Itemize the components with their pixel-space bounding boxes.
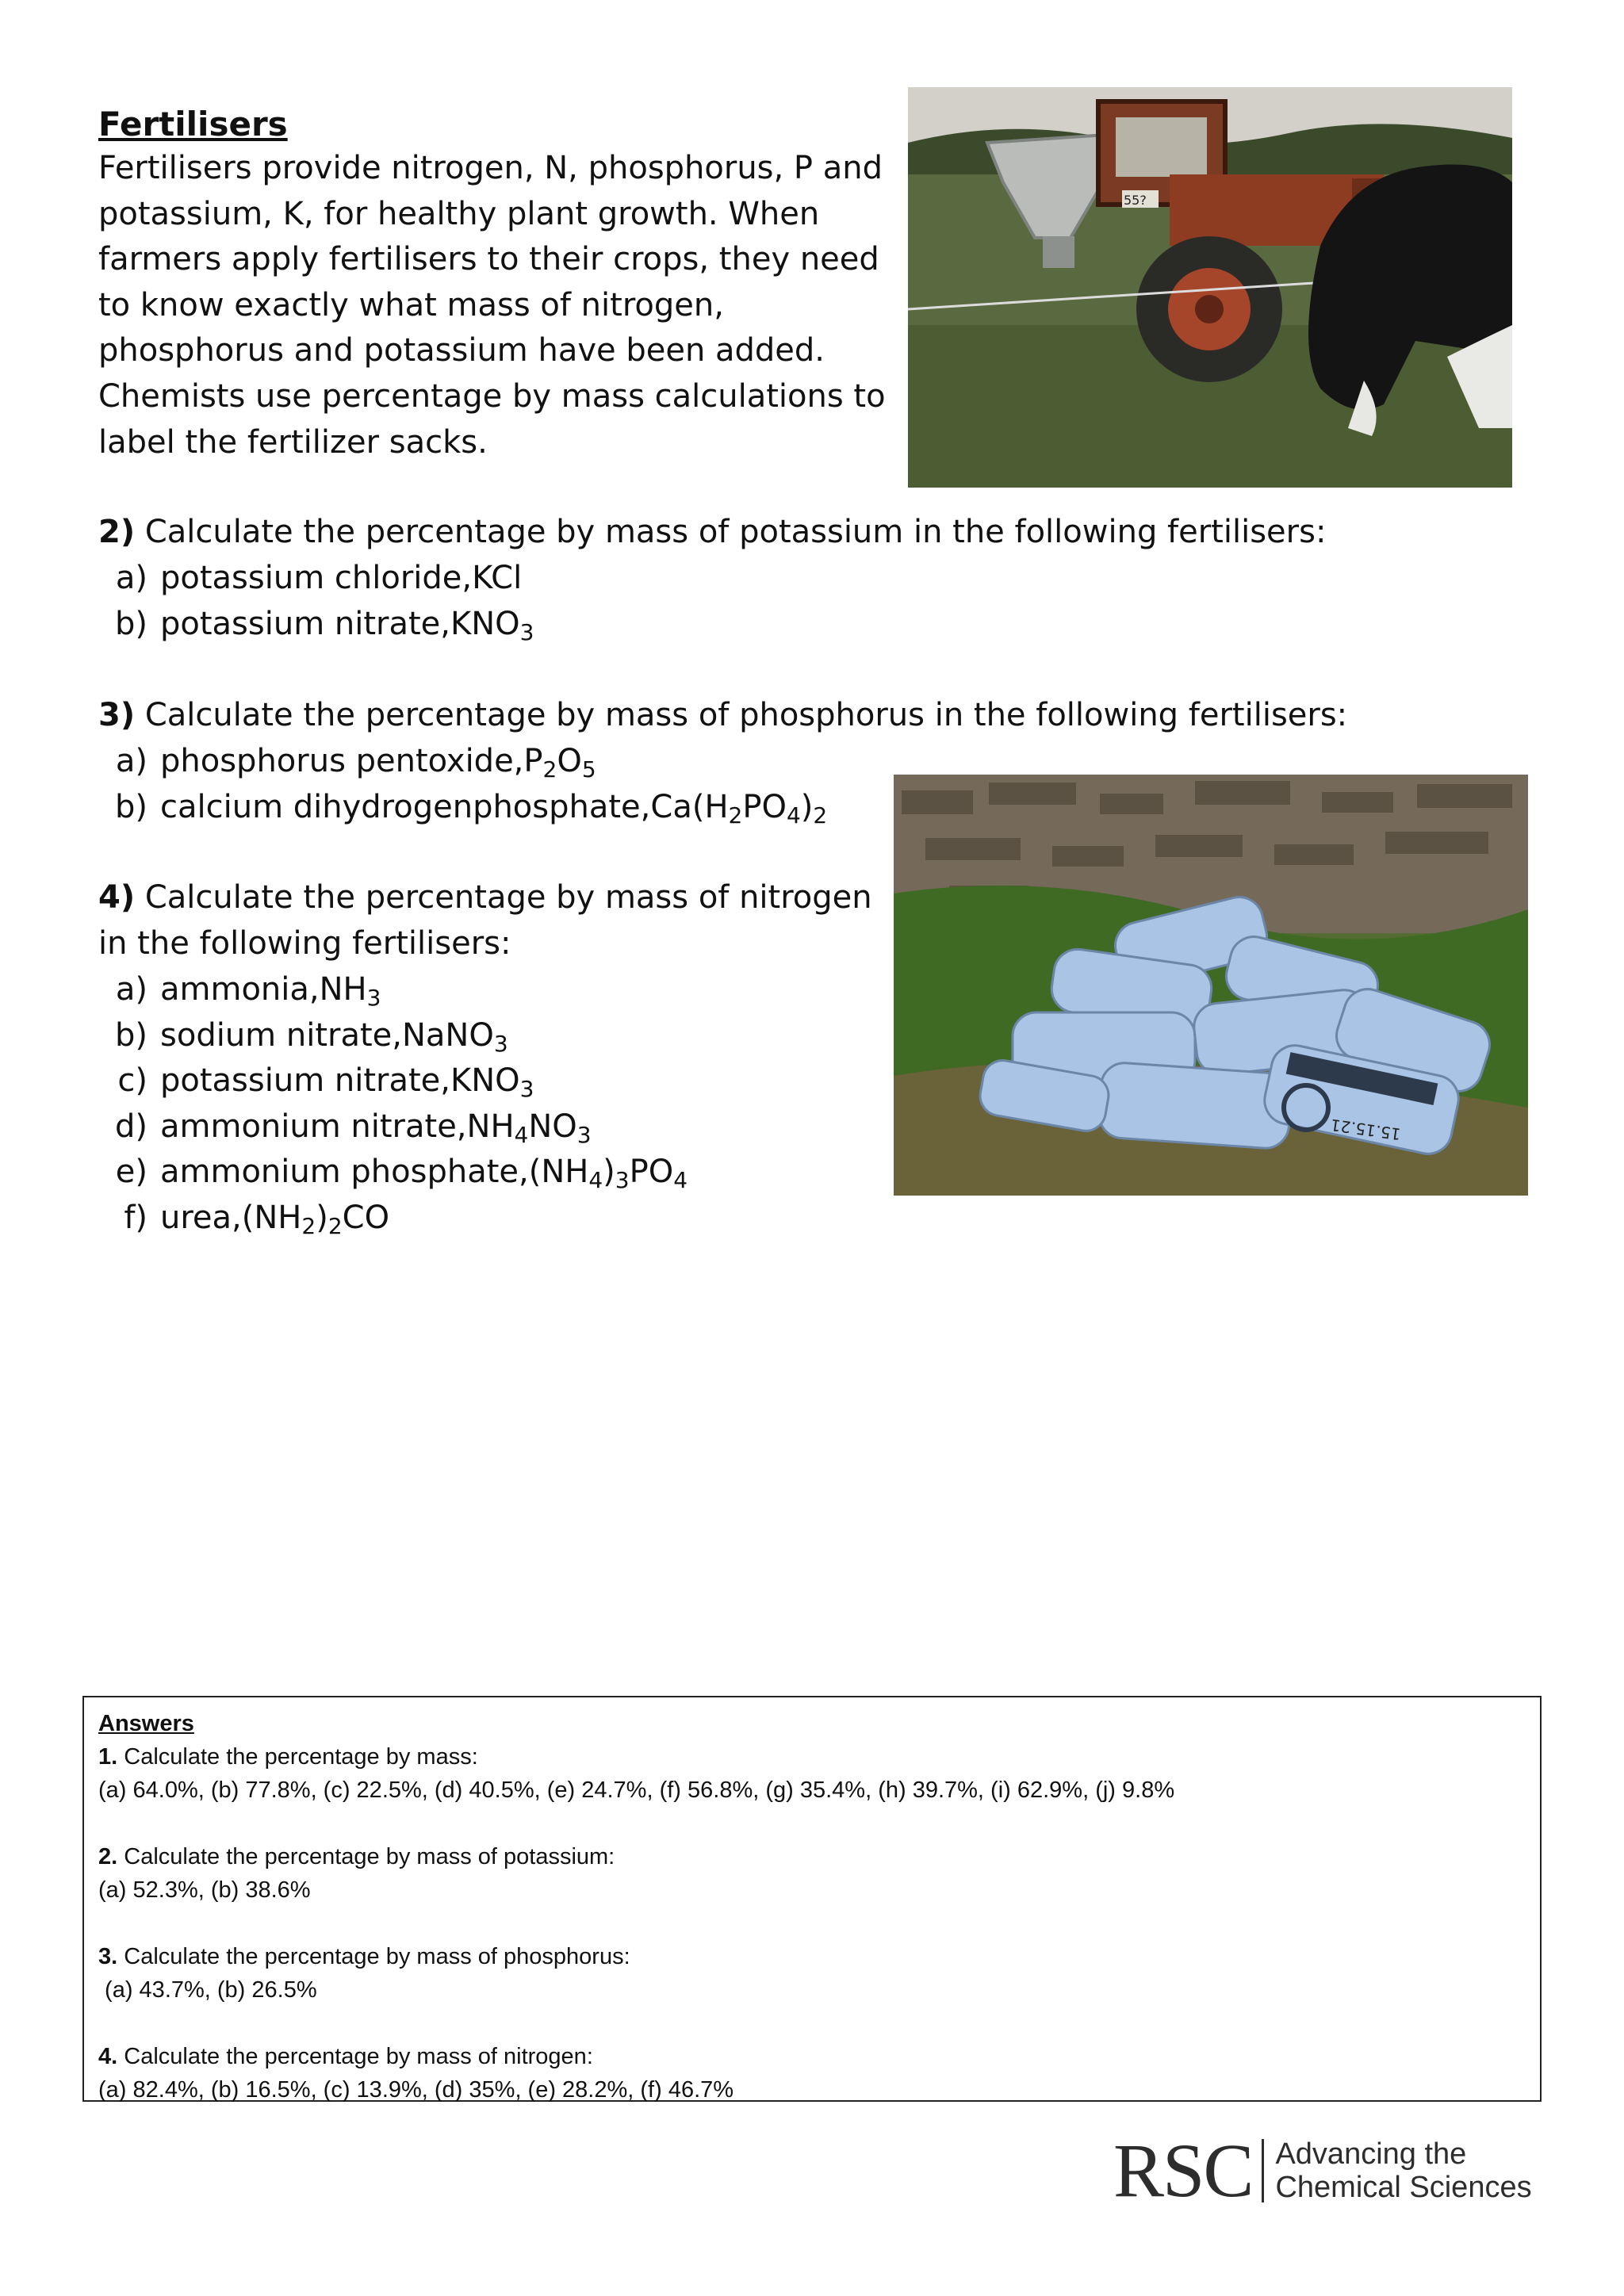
- answer-1-heading: 1. Calculate the percentage by mass:: [98, 1744, 478, 1770]
- formula: NaNO$_3$: [401, 1016, 508, 1057]
- question-4-text: Calculate the percentage by mass of nitrogen: [144, 879, 872, 916]
- question-3: [98, 693, 1565, 739]
- answer-2-values: (a) 52.3%, (b) 38.6%: [98, 1877, 311, 1903]
- formula: $(NH_2)_2CO$: [241, 1199, 390, 1239]
- question-2: [98, 510, 1526, 556]
- tractor-plate: 55?: [1124, 193, 1147, 208]
- logo-divider: [1262, 2139, 1264, 2202]
- sacks-illustration: [894, 775, 1528, 1196]
- formula: KCl: [472, 560, 523, 596]
- answer-3-values: (a) 43.7%, (b) 26.5%: [98, 1977, 317, 2003]
- formula: $(NH_4)_3PO_4$: [528, 1154, 688, 1194]
- page-title: Fertilisers: [98, 105, 288, 144]
- formula: $KNO_3$: [450, 605, 534, 645]
- rsc-logo: [1113, 2128, 1532, 2213]
- question-2-number: 2): [98, 514, 136, 550]
- question-3-number: 3): [98, 697, 136, 733]
- tractor-illustration: [908, 87, 1512, 488]
- formula: $Ca(H_2PO_4)_2$: [650, 788, 828, 828]
- question-4-items: [98, 967, 688, 1242]
- list-item: b) calcium dihydrogenphosphate, $Ca(H_2PO_4)_2$: [98, 785, 827, 831]
- formula: $KNO_3$: [450, 1062, 534, 1103]
- list-item: e) ammonium phosphate, $(NH_4)_3PO_4$: [98, 1150, 688, 1196]
- answers-box: [82, 1696, 1542, 2102]
- question-2-text: Calculate the percentage by mass of potassium in the following fertilisers:: [144, 514, 1327, 550]
- list-item: c) potassium nitrate, $KNO_3$: [98, 1058, 688, 1104]
- question-3-items: [98, 739, 827, 830]
- list-item: a) phosphorus pentoxide, $P_2O_5$: [98, 739, 827, 785]
- list-item: a) potassium chloride, KCl: [98, 556, 534, 602]
- tractor-photo: [908, 87, 1512, 488]
- question-4-text-line2: in the following fertilisers:: [98, 924, 511, 962]
- answer-2-heading: 2. Calculate the percentage by mass of potassium:: [98, 1844, 615, 1869]
- answer-4-values: (a) 82.4%, (b) 16.5%, (c) 13.9%, (d) 35%, (e) 28.2%, (f) 46.7%: [98, 2077, 734, 2103]
- answer-1-values: (a) 64.0%, (b) 77.8%, (c) 22.5%, (d) 40.5%, (e) 24.7%, (f) 56.8%, (g) 35.4%, (h) 39.7%, (i) 62.9%, (j) 9.8%: [98, 1777, 1175, 1803]
- intro-paragraph: Fertilisers provide nitrogen, N, phosphorus, P and potassium, K, for healthy plant growth. When farmers apply fertilisers to their crops, they need to know exactly what mass of nitrogen, phosphorus and potassium have been added. Chemists use percentage by mass calculations to label the fertilizer sacks.: [98, 150, 886, 461]
- rsc-mark: RSC: [1113, 2128, 1253, 2213]
- sack-print: 15.15.21: [1329, 1115, 1402, 1144]
- formula: $NH_3$: [319, 971, 381, 1011]
- answer-4-heading: 4. Calculate the percentage by mass of nitrogen:: [98, 2044, 593, 2069]
- question-3-text: Calculate the percentage by mass of phosphorus in the following fertilisers:: [144, 697, 1348, 733]
- answers-heading: Answers: [98, 1711, 194, 1736]
- formula: $P_2O_5$: [523, 743, 596, 783]
- formula: $NH_4NO_3$: [466, 1108, 592, 1148]
- logo-tagline: Advancing the Chemical Sciences: [1275, 2137, 1532, 2204]
- question-4-number: 4): [98, 879, 136, 916]
- fertiliser-sacks-photo: [894, 775, 1528, 1196]
- list-item: b) potassium nitrate, $KNO_3$: [98, 602, 534, 648]
- question-4: [98, 875, 891, 966]
- answer-3-heading: 3. Calculate the percentage by mass of phosphorus:: [98, 1944, 630, 1969]
- question-2-items: [98, 556, 534, 647]
- list-item: f) urea, $(NH_2)_2CO$: [98, 1196, 688, 1242]
- list-item: d) ammonium nitrate, $NH_4NO_3$: [98, 1104, 688, 1150]
- list-item: a) ammonia, $NH_3$: [98, 967, 688, 1013]
- list-item: b) sodium nitrate, NaNO$_3$: [98, 1013, 688, 1059]
